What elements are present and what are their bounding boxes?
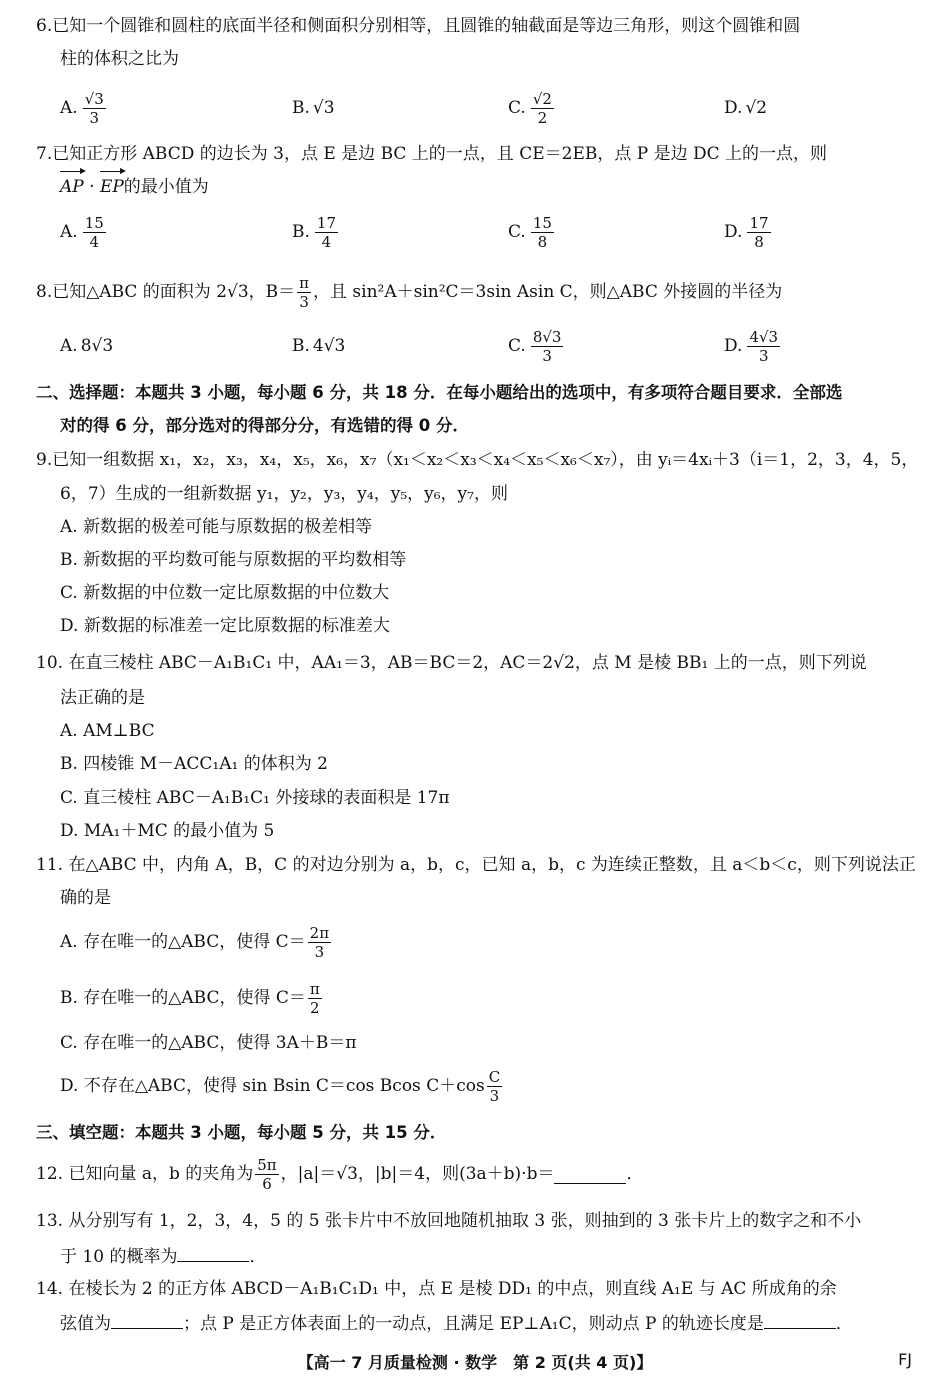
option-label: C. bbox=[508, 336, 526, 356]
numerator: π bbox=[299, 273, 310, 292]
q10-option-b: B. 四棱锥 M－ACC₁A₁ 的体积为 2 bbox=[60, 754, 328, 774]
numerator: 17 bbox=[316, 213, 336, 232]
numerator: √2 bbox=[532, 89, 552, 108]
option-label: B. bbox=[292, 336, 310, 356]
option-label: D. bbox=[724, 98, 743, 118]
section3-header: 三、填空题：本题共 3 小题，每小题 5 分，共 15 分． bbox=[36, 1123, 447, 1142]
q8-stem bbox=[36, 272, 916, 312]
fraction bbox=[531, 90, 554, 127]
page-footer bbox=[0, 1350, 950, 1378]
q8-stem-part1: 8.已知△ABC 的面积为 2√3，B＝ bbox=[36, 282, 296, 302]
denominator: 3 bbox=[542, 346, 552, 365]
q7-option-d bbox=[724, 208, 773, 256]
denominator: 3 bbox=[89, 108, 100, 127]
numerator: 17 bbox=[749, 213, 769, 232]
q9-option-c: C. 新数据的中位数一定比原数据的中位数大 bbox=[60, 583, 390, 603]
q10-option-d: D. MA₁＋MC 的最小值为 5 bbox=[60, 821, 275, 841]
q12-stem-part2: ，|a|＝√3，|b|＝4，则(3a＋b)·b＝ bbox=[280, 1164, 555, 1184]
q12-stem bbox=[36, 1152, 916, 1196]
fraction bbox=[531, 214, 554, 251]
option-value: √3 bbox=[312, 98, 335, 118]
q11-option-d bbox=[60, 1064, 916, 1108]
denominator: 3 bbox=[299, 292, 309, 311]
fraction bbox=[297, 274, 311, 311]
fraction bbox=[255, 1156, 278, 1193]
numerator: √3 bbox=[84, 89, 104, 108]
q9-option-b: B. 新数据的平均数可能与原数据的平均数相等 bbox=[60, 550, 407, 570]
period: ． bbox=[626, 1164, 644, 1184]
vector-ap: AP bbox=[60, 177, 84, 197]
q6-option-c bbox=[508, 84, 556, 132]
fraction bbox=[308, 980, 322, 1017]
option-label: D. bbox=[724, 336, 743, 356]
answer-blank[interactable] bbox=[177, 1243, 249, 1262]
footer-code: FJ bbox=[898, 1350, 912, 1369]
q7-stem-line2 bbox=[60, 175, 916, 199]
fraction bbox=[487, 1068, 502, 1105]
numerator: π bbox=[309, 979, 320, 998]
q10-stem-line2: 法正确的是 bbox=[60, 688, 145, 708]
fraction bbox=[315, 214, 338, 251]
answer-blank[interactable] bbox=[111, 1310, 183, 1329]
q6-option-d bbox=[724, 84, 767, 132]
fraction bbox=[747, 328, 780, 365]
q8-option-d bbox=[724, 322, 782, 370]
footer-title: 【高一 7 月质量检测 · 数学 第 2 页(共 4 页)】 bbox=[297, 1353, 653, 1372]
period: ． bbox=[835, 1314, 853, 1334]
denominator: 2 bbox=[537, 108, 548, 127]
q8-option-b bbox=[292, 322, 345, 370]
section2-header-line1: 二、选择题：本题共 3 小题，每小题 6 分，共 18 分．在每小题给出的选项中，有多项符合题目要求．全部选 bbox=[36, 383, 843, 402]
numerator: 8√3 bbox=[532, 327, 562, 346]
q8-option-c bbox=[508, 322, 565, 370]
denominator: 6 bbox=[262, 1174, 272, 1193]
denominator: 4 bbox=[89, 232, 99, 251]
section2-header-line2: 对的得 6 分，部分选对的得部分分，有选错的得 0 分． bbox=[60, 416, 469, 435]
numerator: C bbox=[488, 1067, 501, 1086]
q14-stem-part1: 弦值为 bbox=[60, 1314, 111, 1334]
q13-stem-part: 于 10 的概率为 bbox=[60, 1247, 178, 1267]
q7-option-c bbox=[508, 208, 556, 256]
q7-option-a bbox=[60, 208, 108, 256]
dot-operator: · bbox=[83, 177, 100, 197]
option-value: √2 bbox=[745, 98, 768, 118]
answer-blank[interactable] bbox=[554, 1165, 626, 1184]
q14-stem-part2: ；点 P 是正方体表面上的一动点，且满足 EP⊥A₁C，则动点 P 的轨迹长度是 bbox=[183, 1314, 764, 1334]
denominator: 3 bbox=[489, 1086, 500, 1105]
fraction bbox=[531, 328, 564, 365]
q9-stem-line2: 6，7）生成的一组新数据 y₁，y₂，y₃，y₄，y₅，y₆，y₇，则 bbox=[60, 484, 508, 504]
q14-stem-line1: 14. 在棱长为 2 的正方体 ABCD－A₁B₁C₁D₁ 中，点 E 是棱 DD₁ 的中点，则直线 A₁E 与 AC 所成角的余 bbox=[36, 1279, 837, 1299]
numerator: 15 bbox=[532, 213, 552, 232]
numerator: 15 bbox=[84, 213, 104, 232]
option-text: D. 不存在△ABC，使得 sin Bsin C＝cos Bcos C＋cos bbox=[60, 1076, 485, 1096]
option-text: A. 存在唯一的△ABC，使得 C＝ bbox=[60, 932, 306, 952]
q10-stem-line1: 10. 在直三棱柱 ABC－A₁B₁C₁ 中，AA₁＝3，AB＝BC＝2，AC＝2√2，点 M 是棱 BB₁ 上的一点，则下列说 bbox=[36, 653, 867, 673]
q9-stem-line1: 9.已知一组数据 x₁，x₂，x₃，x₄，x₅，x₆，x₇（x₁＜x₂＜x₃＜x₄＜x₅＜x₆＜x₇），由 yᵢ＝4xᵢ＋3（i＝1，2，3，4，5， bbox=[36, 450, 919, 470]
numerator: 5π bbox=[257, 1155, 277, 1174]
fraction bbox=[83, 90, 106, 127]
q6-stem-line2: 柱的体积之比为 bbox=[60, 49, 179, 69]
denominator: 3 bbox=[314, 942, 325, 961]
q14-stem-line2 bbox=[60, 1310, 916, 1336]
q7-option-b bbox=[292, 208, 340, 256]
q11-option-a bbox=[60, 920, 916, 964]
fraction bbox=[83, 214, 106, 251]
q11-option-c: C. 存在唯一的△ABC，使得 3A＋B＝π bbox=[60, 1033, 357, 1053]
q7-stem-line1: 7.已知正方形 ABCD 的边长为 3，点 E 是边 BC 上的一点，且 CE＝2EB，点 P 是边 DC 上的一点，则 bbox=[36, 144, 828, 164]
q12-stem-part1: 12. 已知向量 a，b 的夹角为 bbox=[36, 1164, 254, 1184]
option-label: D. bbox=[724, 222, 743, 242]
option-label: C. bbox=[508, 222, 526, 242]
denominator: 8 bbox=[754, 232, 764, 251]
q6-option-a bbox=[60, 84, 108, 132]
q10-option-c: C. 直三棱柱 ABC－A₁B₁C₁ 外接球的表面积是 17π bbox=[60, 788, 450, 808]
option-text: B. 存在唯一的△ABC，使得 C＝ bbox=[60, 988, 306, 1008]
q6-options bbox=[60, 84, 916, 132]
q8-stem-part2: ，且 sin²A＋sin²C＝3sin Asin C，则△ABC 外接圆的半径为 bbox=[313, 282, 783, 302]
option-value: 8√3 bbox=[80, 336, 114, 356]
q6-option-b bbox=[292, 84, 335, 132]
q9-option-a: A. 新数据的极差可能与原数据的极差相等 bbox=[60, 517, 373, 537]
option-label: C. bbox=[508, 98, 526, 118]
answer-blank[interactable] bbox=[764, 1310, 836, 1329]
q9-option-d: D. 新数据的标准差一定比原数据的标准差大 bbox=[60, 616, 390, 636]
q7-stem-tail: 的最小值为 bbox=[123, 177, 209, 197]
q7-options bbox=[60, 208, 916, 256]
option-label: B. bbox=[292, 222, 310, 242]
numerator: 2π bbox=[309, 923, 330, 942]
option-label: A. bbox=[60, 98, 78, 118]
denominator: 4 bbox=[321, 232, 332, 251]
denominator: 3 bbox=[758, 346, 769, 365]
q11-stem-line2: 确的是 bbox=[60, 888, 111, 908]
denominator: 8 bbox=[537, 232, 548, 251]
option-value: 4√3 bbox=[312, 336, 346, 356]
fraction bbox=[747, 214, 770, 251]
vector-ep: EP bbox=[99, 177, 124, 197]
option-label: B. bbox=[292, 98, 310, 118]
q13-stem-line2 bbox=[60, 1243, 916, 1269]
q11-option-b bbox=[60, 976, 916, 1020]
period: ． bbox=[249, 1247, 267, 1267]
q13-stem-line1: 13. 从分别写有 1，2，3，4，5 的 5 张卡片中不放回地随机抽取 3 张，则抽到的 3 张卡片上的数字之和不小 bbox=[36, 1211, 862, 1231]
q6-stem-line1: 6.已知一个圆锥和圆柱的底面半径和侧面积分别相等，且圆锥的轴截面是等边三角形，则这个圆锥和圆 bbox=[36, 16, 801, 36]
denominator: 2 bbox=[310, 998, 320, 1017]
fraction bbox=[308, 924, 331, 961]
q8-option-a bbox=[60, 322, 113, 370]
numerator: 4√3 bbox=[749, 327, 779, 346]
q11-stem-line1: 11. 在△ABC 中，内角 A，B，C 的对边分别为 a，b，c，已知 a，b，c 为连续正整数，且 a＜b＜c，则下列说法正 bbox=[36, 855, 916, 875]
q10-option-a: A. AM⊥BC bbox=[60, 721, 155, 741]
option-label: A. bbox=[60, 222, 78, 242]
q8-options bbox=[60, 322, 916, 370]
option-label: A. bbox=[60, 336, 78, 356]
